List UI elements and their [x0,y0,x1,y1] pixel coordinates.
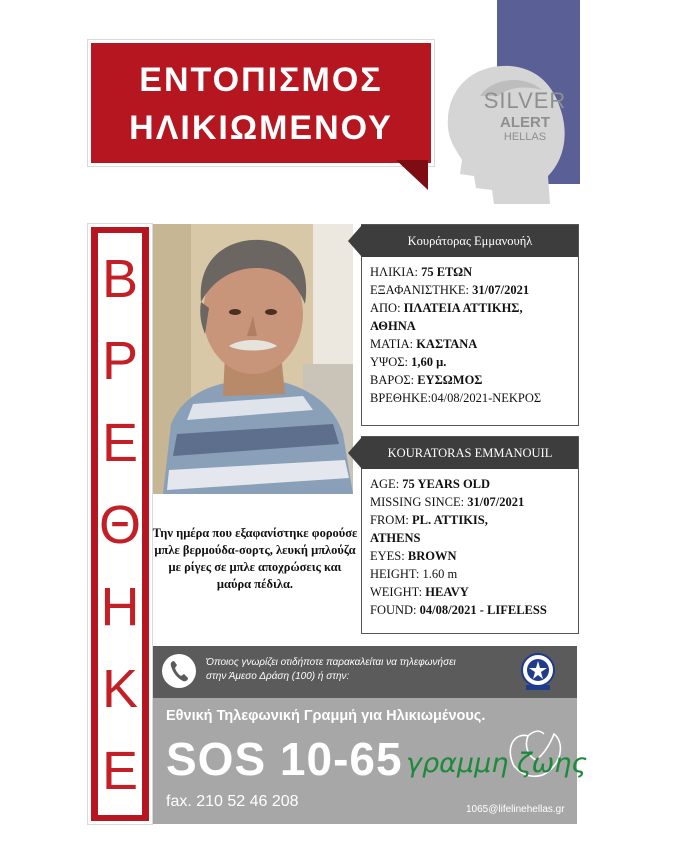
info-head-tab [348,225,362,257]
from-row [370,299,570,317]
height-value: 1,60 μ. [411,355,447,369]
found-letter: Ρ [101,331,139,391]
title-line-2: ΗΛΙΚΙΩΜΕΝΟΥ [129,109,393,147]
found-letter: Β [101,249,139,309]
fax-number: fax. 210 52 46 208 [166,793,299,810]
found-row [370,389,570,407]
found-value: 04/08/2021 - LIFELESS [419,603,547,617]
height-label: HEIGHT: [370,567,423,581]
person-photo [153,224,353,494]
hotline-title: Εθνική Τηλεφωνική Γραμμή για Ηλικιωμένους. [166,708,486,724]
info-body-greek [362,257,578,411]
from-value-cont: ATHENS [370,531,421,545]
weight-value: HEAVY [425,585,469,599]
missing-value: 31/07/2021 [467,495,525,509]
missing-label: ΕΞΑΦΑΝΙΣΤΗΚΕ: [370,283,473,297]
banner-fold [396,160,428,190]
eyes-row [370,547,570,565]
height-row [370,565,570,583]
logo-silver: SILVER [483,88,567,113]
eyes-row [370,335,570,353]
eyes-label: ΜΑΤΙΑ: [370,337,417,351]
logo-alert: ALERT [500,114,550,131]
found-value: 04/08/2021-ΝΕΚΡΟΣ [431,391,542,405]
age-label: AGE: [370,477,403,491]
info-head-english [362,437,578,469]
info-box-greek [361,224,579,426]
missing-label: MISSING SINCE: [370,495,468,509]
info-head-greek [362,225,578,257]
info-head-tab [348,437,362,469]
weight-label: WEIGHT: [370,585,426,599]
weight-row [370,371,570,389]
eyes-label: EYES: [370,549,408,563]
age-label: ΗΛΙΚΙΑ: [370,265,422,279]
found-letter: Ε [101,413,139,473]
from-row [370,511,570,529]
found-strip [88,224,152,824]
height-label: ΥΨΟΣ: [370,355,412,369]
found-letter: Η [100,577,140,637]
missing-row [370,493,570,511]
from-value: PL. ATTIKIS, [412,513,488,527]
sos-number[interactable]: SOS 10-65 [166,733,403,785]
eyes-value: ΚΑΣΤΑΝΑ [416,337,478,351]
age-row [370,263,570,281]
height-row [370,353,570,371]
police-badge-icon [520,652,556,692]
found-label: FOUND: [370,603,420,617]
from-label: ΑΠΟ: [370,301,404,315]
weight-row [370,583,570,601]
missing-row [370,281,570,299]
weight-value: ΕΥΣΩΜΟΣ [417,373,483,387]
person-name-english: KOURATORAS EMMANOUIL [387,446,553,460]
found-label: ΒΡΕΘΗΚΕ: [370,391,432,405]
title-line-1: ΕΝΤΟΠΙΣΜΟΣ [139,61,383,99]
call-instructions: Όποιος γνωρίζει οτιδήποτε παρακαλείται να τηλεφωνήσει στην Άμεσο Δράση (100) ή στην: [206,657,456,682]
age-value: 75 YEARS OLD [402,477,491,491]
from-label: FROM: [370,513,413,527]
lifeline-logo: γραμμη ζωης [406,748,588,779]
age-row [370,475,570,493]
found-letter: Κ [101,659,139,719]
phone-icon [162,654,196,688]
age-value: 75 ΕΤΩΝ [421,265,473,279]
silver-alert-logo [480,88,570,143]
logo-hellas: HELLAS [503,131,547,143]
found-letter: Θ [98,495,141,555]
clothing-description: Την ημέρα που εξαφανίστηκε φορούσε μπλε βερμούδα-σορτς, λευκή μπλούζα με ρίγες σε μπλε αποχρώσεις και μαύρα πέδιλα. [152,526,358,591]
from-value-cont: ΑΘΗΝΑ [370,319,416,333]
from-value: ΠΛΑΤΕΙΑ ΑΤΤΙΚΗΣ, [403,301,523,315]
info-body-english [362,469,578,623]
eyes-value: BROWN [407,549,457,563]
contact-email[interactable]: 1065@lifelinehellas.gr [466,804,565,815]
info-box-english [361,436,579,634]
found-strip-inner [98,233,142,815]
height-value: 1.60 m [422,567,458,581]
title-banner [88,40,434,166]
person-name-greek: Κουράτορας Εμμανουήλ [407,234,533,248]
missing-value: 31/07/2021 [472,283,530,297]
found-row [370,601,570,619]
weight-label: ΒΑΡΟΣ: [370,373,418,387]
found-letter: Ε [101,741,139,801]
